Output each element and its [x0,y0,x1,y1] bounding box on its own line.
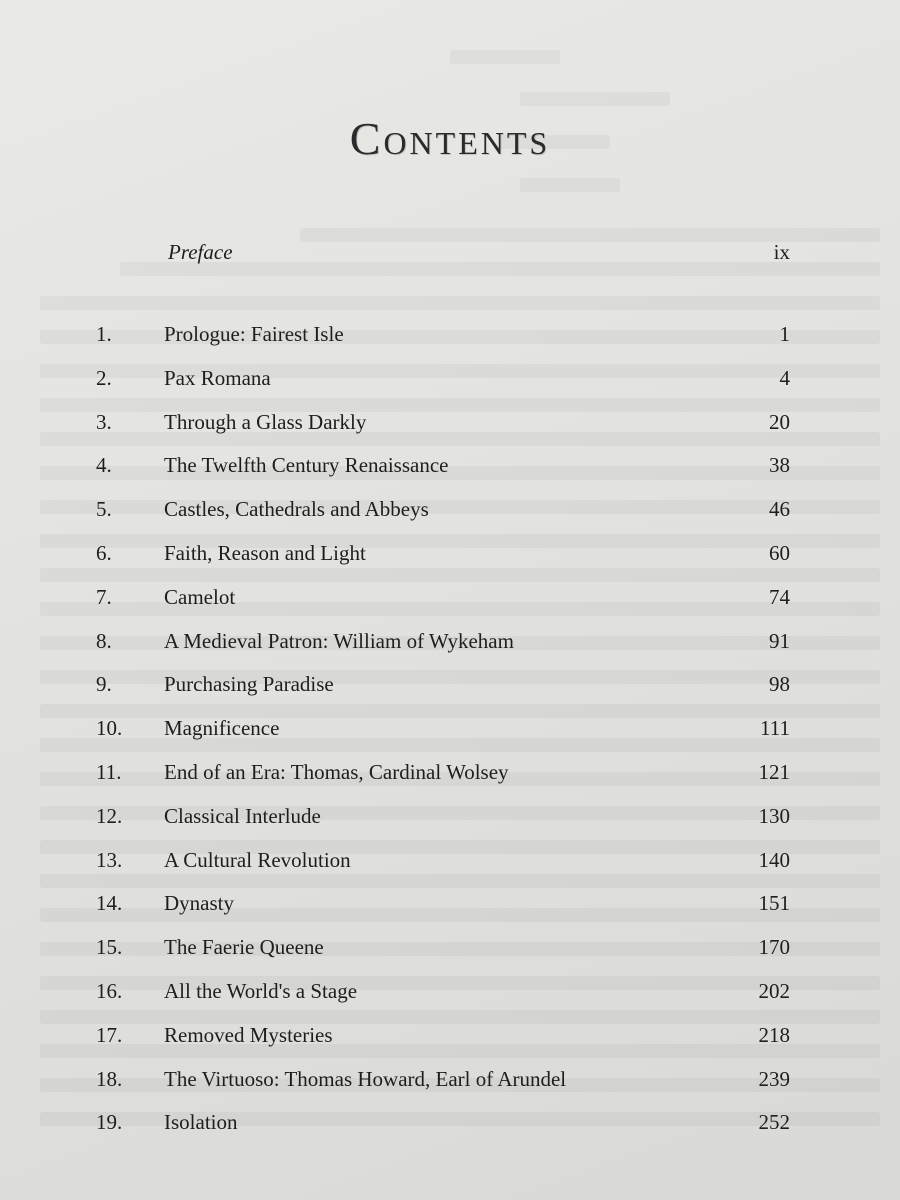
chapter-number: 12. [96,803,123,828]
chapter-entry [0,891,900,935]
chapter-page-number: 74 [769,584,790,609]
chapter-page-number: 218 [758,1022,790,1047]
chapter-page-number: 252 [758,1110,790,1135]
chapter-title: The Twelfth Century Renaissance [164,453,449,478]
chapter-page-number: 140 [758,847,790,872]
preface-label: Preface [168,240,233,264]
chapter-entry [0,804,900,848]
chapter-number: 17. [96,1022,123,1047]
chapter-number: 8. [96,628,112,653]
chapter-number: 11. [96,759,122,784]
chapter-entry [0,410,900,454]
preface-page-number: ix [773,240,790,264]
chapter-title: Removed Mysteries [164,1022,333,1047]
chapter-number: 6. [96,540,112,565]
chapter-page-number: 130 [758,803,790,828]
chapter-entry [0,979,900,1023]
chapter-number: 3. [96,409,112,434]
chapter-title: Pax Romana [164,365,271,390]
chapter-entry [0,935,900,979]
chapter-page-number: 98 [769,672,790,697]
chapter-title: Prologue: Fairest Isle [164,322,344,346]
chapter-page-number: 170 [758,935,790,960]
chapter-page-number: 111 [760,716,790,741]
chapter-page-number: 121 [758,759,790,784]
chapter-page-number: 151 [758,891,790,916]
chapter-title: Classical Interlude [164,803,321,828]
chapter-title: Castles, Cathedrals and Abbeys [164,497,429,522]
chapter-number: 19. [96,1110,123,1135]
chapter-number: 9. [96,672,112,697]
chapter-number: 15. [96,935,123,960]
chapter-title: All the World's a Stage [164,978,358,1003]
chapter-page-number: 20 [769,409,790,434]
chapter-entry [0,672,900,716]
chapter-entry [0,848,900,892]
chapter-number: 10. [96,716,123,741]
chapter-number: 16. [96,978,123,1003]
chapter-number: 4. [96,453,112,478]
chapter-entry [0,585,900,629]
preface-entry [0,240,900,270]
chapter-page-number: 46 [769,497,790,522]
chapter-number: 2. [96,365,112,390]
chapter-page-number: 4 [779,365,790,390]
contents-heading: Contents [349,113,551,164]
chapter-number: 7. [96,584,112,609]
chapter-title: Through a Glass Darkly [164,409,367,434]
chapter-entry [0,322,900,366]
chapter-title: Purchasing Paradise [164,672,334,697]
chapter-title: Faith, Reason and Light [164,540,366,565]
chapter-number: 13. [96,847,123,872]
chapter-entry [0,366,900,410]
chapter-number: 14. [96,891,123,916]
chapter-list [0,322,900,1154]
chapter-number: 5. [96,497,112,522]
chapter-page-number: 91 [769,628,790,653]
chapter-title: The Faerie Queene [164,935,324,960]
chapter-title: Dynasty [164,891,234,916]
chapter-page-number: 38 [769,453,790,478]
chapter-entry [0,716,900,760]
chapter-title: A Medieval Patron: William of Wykeham [164,628,514,653]
chapter-title: A Cultural Revolution [164,847,351,872]
chapter-number: 1. [96,322,112,346]
chapter-page-number: 202 [758,978,790,1003]
chapter-entry [0,453,900,497]
chapter-entry [0,497,900,541]
chapter-entry [0,1110,900,1154]
chapter-title: Isolation [164,1110,238,1135]
chapter-entry [0,541,900,585]
chapter-page-number: 60 [769,540,790,565]
chapter-title: End of an Era: Thomas, Cardinal Wolsey [164,759,509,784]
chapter-page-number: 1 [779,322,790,346]
chapter-title: Magnificence [164,716,280,741]
chapter-title: Camelot [164,584,236,609]
chapter-entry [0,760,900,804]
chapter-page-number: 239 [758,1066,790,1091]
chapter-entry [0,629,900,673]
chapter-title: The Virtuoso: Thomas Howard, Earl of Arundel [164,1066,567,1091]
chapter-entry [0,1023,900,1067]
chapter-number: 18. [96,1066,123,1091]
chapter-entry [0,1067,900,1111]
